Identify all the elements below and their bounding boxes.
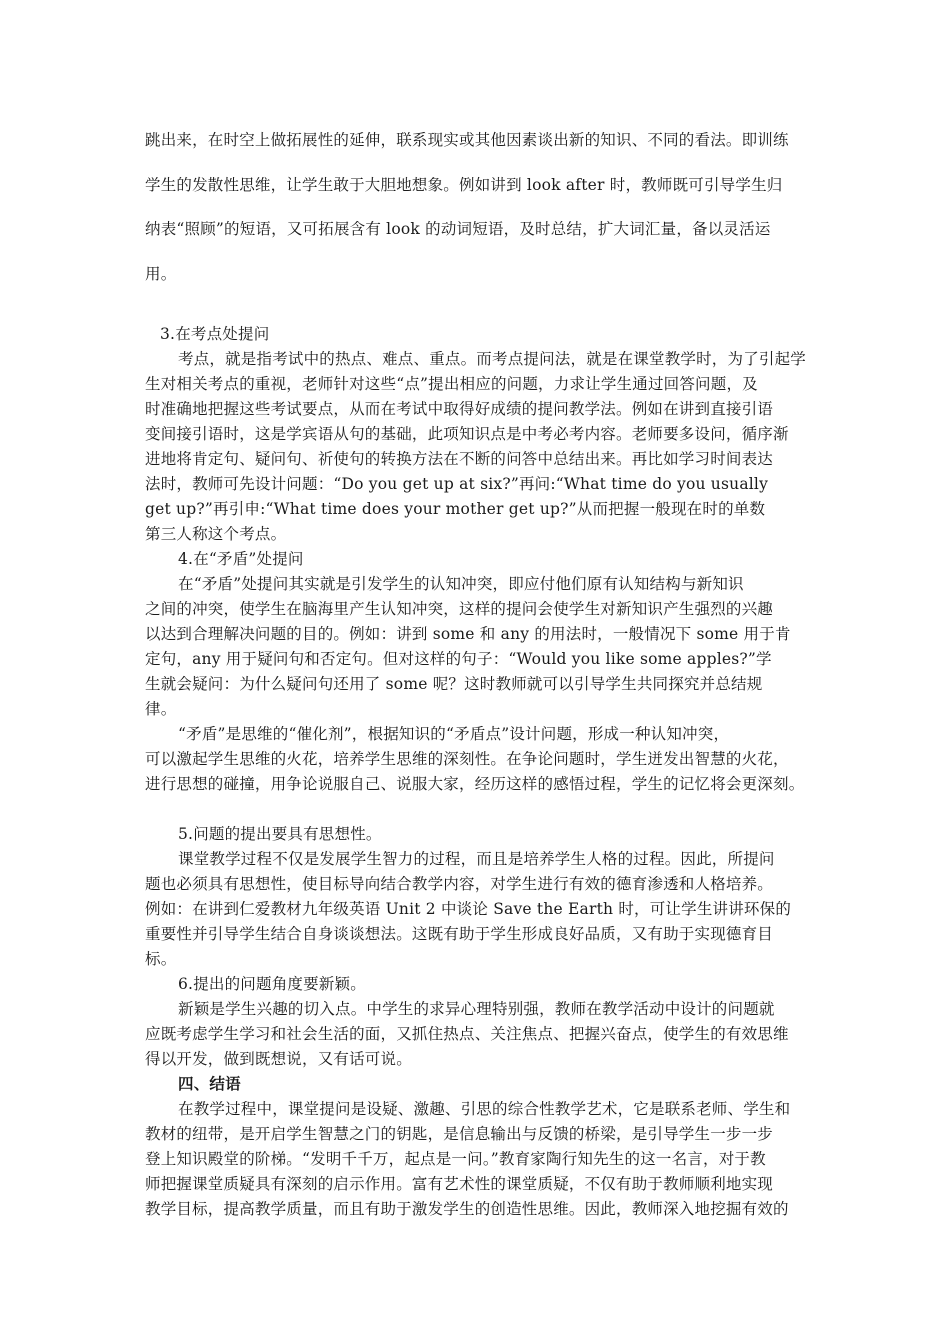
paragraph-line: 进行思想的碰撞，用争论说服自己、说服大家，经历这样的感悟过程，学生的记忆将会更深刻。 bbox=[145, 775, 805, 793]
paragraph-line: 可以激起学生思维的火花，培养学生思维的深刻性。在争论问题时，学生迸发出智慧的火花， bbox=[145, 750, 789, 768]
section-heading: 3.在考点处提问 bbox=[160, 325, 270, 343]
paragraph-line: 登上知识殿堂的阶梯。“发明千千万，起点是一问。”教育家陶行知先生的这一名言，对于教 bbox=[145, 1150, 766, 1168]
section-heading: 4.在“矛盾”处提问 bbox=[178, 550, 304, 568]
paragraph-line: 课堂教学过程不仅是发展学生智力的过程，而且是培养学生人格的过程。因此，所提问 bbox=[178, 850, 775, 868]
paragraph-line: 用。 bbox=[145, 265, 177, 283]
section-heading: 5.问题的提出要具有思想性。 bbox=[178, 825, 382, 843]
paragraph-line: 生对相关考点的重视，老师针对这些“点”提出相应的问题，力求让学生通过回答问题，及 bbox=[145, 375, 758, 393]
paragraph-line: 教学目标，提高教学质量，而且有助于激发学生的创造性思维。因此，教师深入地挖掘有效的 bbox=[145, 1200, 789, 1218]
paragraph-line: 得以开发，做到既想说，又有话可说。 bbox=[145, 1050, 412, 1068]
paragraph-line: get up?”再引申:“What time does your mother get up?”从而把握一般现在时的单数 bbox=[145, 500, 766, 518]
paragraph-line: 考点，就是指考试中的热点、难点、重点。而考点提问法，就是在课堂教学时，为了引起学 bbox=[178, 350, 807, 368]
paragraph-line: 重要性并引导学生结合自身谈谈想法。这既有助于学生形成良好品质，又有助于实现德育目 bbox=[145, 925, 774, 943]
paragraph-line: 师把握课堂质疑具有深刻的启示作用。富有艺术性的课堂质疑，不仅有助于教师顺利地实现 bbox=[145, 1175, 774, 1193]
paragraph-line: 律。 bbox=[145, 700, 177, 718]
paragraph-line: 变间接引语时，这是学宾语从句的基础，此项知识点是中考必考内容。老师要多设问，循序渐 bbox=[145, 425, 789, 443]
paragraph-line: 定句，any 用于疑问句和否定句。但对这样的句子：“Would you like some apples?”学 bbox=[145, 650, 772, 668]
paragraph-line: 标。 bbox=[145, 950, 177, 968]
section-heading: 6.提出的问题角度要新颖。 bbox=[178, 975, 366, 993]
paragraph-line: 之间的冲突，使学生在脑海里产生认知冲突，这样的提问会使学生对新知识产生强烈的兴趣 bbox=[145, 600, 774, 618]
paragraph-line: 在教学过程中，课堂提问是设疑、激趣、引思的综合性教学艺术，它是联系老师、学生和 bbox=[178, 1100, 791, 1118]
paragraph-line: 学生的发散性思维，让学生敢于大胆地想象。例如讲到 look after 时，教师既可引导学生归 bbox=[145, 176, 783, 194]
paragraph-line: 第三人称这个考点。 bbox=[145, 525, 287, 543]
paragraph-line: 教材的纽带，是开启学生智慧之门的钥匙，是信息输出与反馈的桥梁，是引导学生一步一步 bbox=[145, 1125, 774, 1143]
paragraph-line: 应既考虑学生学习和社会生活的面，又抓住热点、关注焦点、把握兴奋点，使学生的有效思维 bbox=[145, 1025, 789, 1043]
paragraph-line: “矛盾”是思维的“催化剂”，根据知识的“矛盾点”设计问题，形成一种认知冲突， bbox=[178, 725, 730, 743]
paragraph-line: 纳表“照顾”的短语，又可拓展含有 look 的动词短语，及时总结，扩大词汇量，备以灵活运 bbox=[145, 220, 771, 238]
conclusion-heading: 四、结语 bbox=[178, 1074, 241, 1093]
paragraph-line: 在“矛盾”处提问其实就是引发学生的认知冲突，即应付他们原有认知结构与新知识 bbox=[178, 575, 744, 593]
paragraph-line: 时准确地把握这些考试要点，从而在考试中取得好成绩的提问教学法。例如在讲到直接引语 bbox=[145, 400, 774, 418]
paragraph-line: 生就会疑问：为什么疑问句还用了 some 呢？这时教师就可以引导学生共同探究并总结规 bbox=[145, 675, 763, 693]
paragraph-line: 跳出来，在时空上做拓展性的延伸，联系现实或其他因素谈出新的知识、不同的看法。即训练 bbox=[145, 131, 789, 149]
paragraph-line: 以达到合理解决问题的目的。例如：讲到 some 和 any 的用法时，一般情况下 some 用于肯 bbox=[145, 625, 791, 643]
paragraph-line: 进地将肯定句、疑问句、祈使句的转换方法在不断的问答中总结出来。再比如学习时间表达 bbox=[145, 450, 774, 468]
paragraph-line: 法时，教师可先设计问题：“Do you get up at six?”再问:“What time do you usually bbox=[145, 475, 769, 493]
paragraph-line: 题也必须具有思想性，使目标导向结合教学内容，对学生进行有效的德育渗透和人格培养。 bbox=[145, 875, 774, 893]
paragraph-line: 新颖是学生兴趣的切入点。中学生的求异心理特别强，教师在教学活动中设计的问题就 bbox=[178, 1000, 775, 1018]
paragraph-line: 例如：在讲到仁爱教材九年级英语 Unit 2 中谈论 Save the Earth 时，可让学生讲讲环保的 bbox=[145, 900, 792, 918]
